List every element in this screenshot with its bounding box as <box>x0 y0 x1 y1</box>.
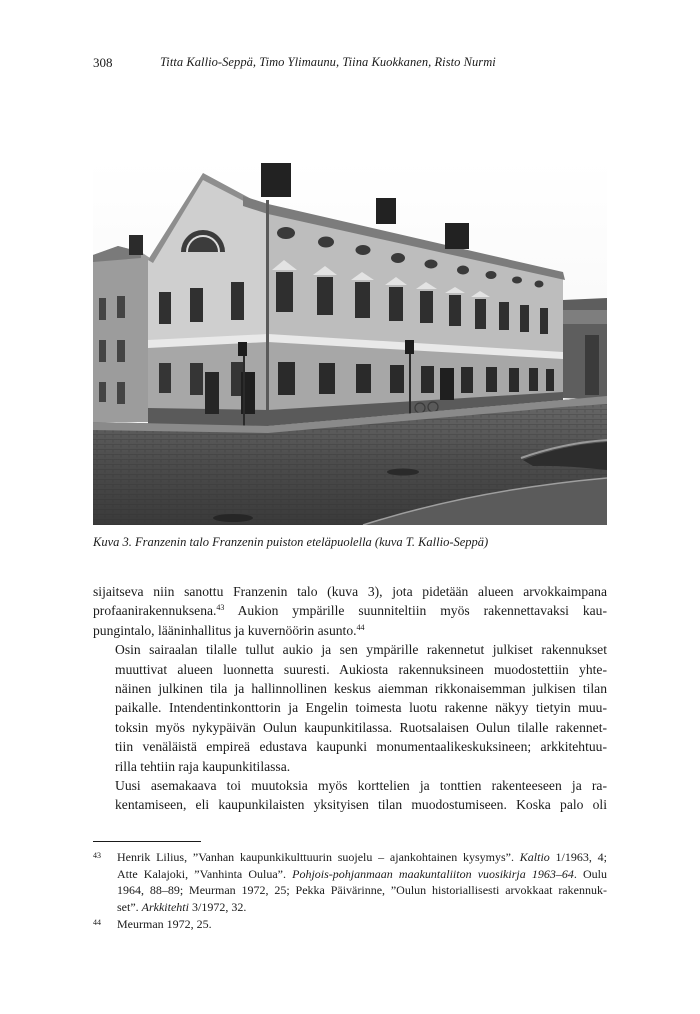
footnote-line: Henrik Lilius, ”Vanhan kaupunkikulttuurin suojelu – ajankohtainen kysymys”. Kaltio 1/1963, 4; <box>117 850 607 864</box>
text-line: rilla tehtiin raja kaupunkitilassa. <box>115 758 291 774</box>
footnote-line: 1964, 88–89; Meurman 1972, 25; Pekka Päivärinne, ”Oulun historiallisesti arvokkaat rakennuk- <box>117 883 607 898</box>
footnote-rule <box>93 841 201 842</box>
footnotes <box>93 849 607 934</box>
paragraph-2 <box>93 640 607 776</box>
text-line: sijaitseva niin sanottu Franzenin talo (kuva 3), jota pidetään alueen arvokkaimpana <box>93 584 607 599</box>
text-line: näinen julkinen tila ja hallinnollinen keskus aiemman rikkonaisemman julkisen tilan <box>115 681 607 697</box>
text-line: muuttivat alueen luonnetta suuresti. Aukiosta rakennuksineen muodostettiin yhte- <box>115 661 607 677</box>
text-line: paikalle. Intendentinkonttorin ja Engelin toimesta luotu rakenne näkyy tietyin muu- <box>115 700 607 716</box>
text-line: kentamiseen, eli kaupunkilaisten yksityisen tilan muodostumiseen. Koska palo oli <box>115 797 607 813</box>
page-number: 308 <box>93 55 113 70</box>
figure-photo <box>93 160 607 525</box>
footnote-number: 44 <box>93 918 101 928</box>
building-photo <box>93 160 607 525</box>
paragraph-1 <box>93 582 607 640</box>
running-head: Titta Kallio-Seppä, Timo Ylimaunu, Tiina Kuokkanen, Risto Nurmi <box>160 55 496 69</box>
text-line: toksin myös nykypäivän Oulun kaupunkitilassa. Ruotsalaisen Oulun tilalle rakennet- <box>115 719 607 735</box>
footnote-44 <box>93 916 607 933</box>
footnote-ref: 44 <box>356 622 365 632</box>
footnote-ref: 43 <box>216 603 225 613</box>
text-line: Osin sairaalan tilalle tullut aukio ja sen ympärille rakennetut julkiset rakennukset <box>115 642 607 658</box>
figure-caption: Kuva 3. Franzenin talo Franzenin puiston eteläpuolella (kuva T. Kallio-Seppä) <box>93 535 489 549</box>
footnote-43 <box>93 849 607 915</box>
body-text <box>93 582 607 815</box>
paragraph-3 <box>93 776 607 815</box>
text-line: Uusi asemakaava toi muutoksia myös korttelien ja tonttien rakenteeseen ja ra- <box>115 778 607 794</box>
footnote-line: Atte Kalajoki, ”Vanhinta Oulua”. Pohjois-pohjanmaan maakuntaliiton vuosikirja 1963–64. Oulu <box>117 866 607 881</box>
text-line: tiin venäläistä empireä edustava kaupunki monumentaalikeskuksineen; arkkitehtuu- <box>115 739 607 755</box>
footnote-line: Meurman 1972, 25. <box>117 917 212 932</box>
page-header <box>93 55 607 73</box>
text-line: profaanirakennuksena.$^{43}$ Aukion ympärille suunniteltiin myös rakennettavaksi kau- <box>93 603 607 619</box>
text-line: pungintalo, lääninhallitus ja kuvernöörin asunto.$^{44}$ <box>93 622 365 638</box>
footnote-line: set”. Arkkitehti 3/1972, 32. <box>117 899 247 914</box>
footnote-number: 43 <box>93 851 101 860</box>
